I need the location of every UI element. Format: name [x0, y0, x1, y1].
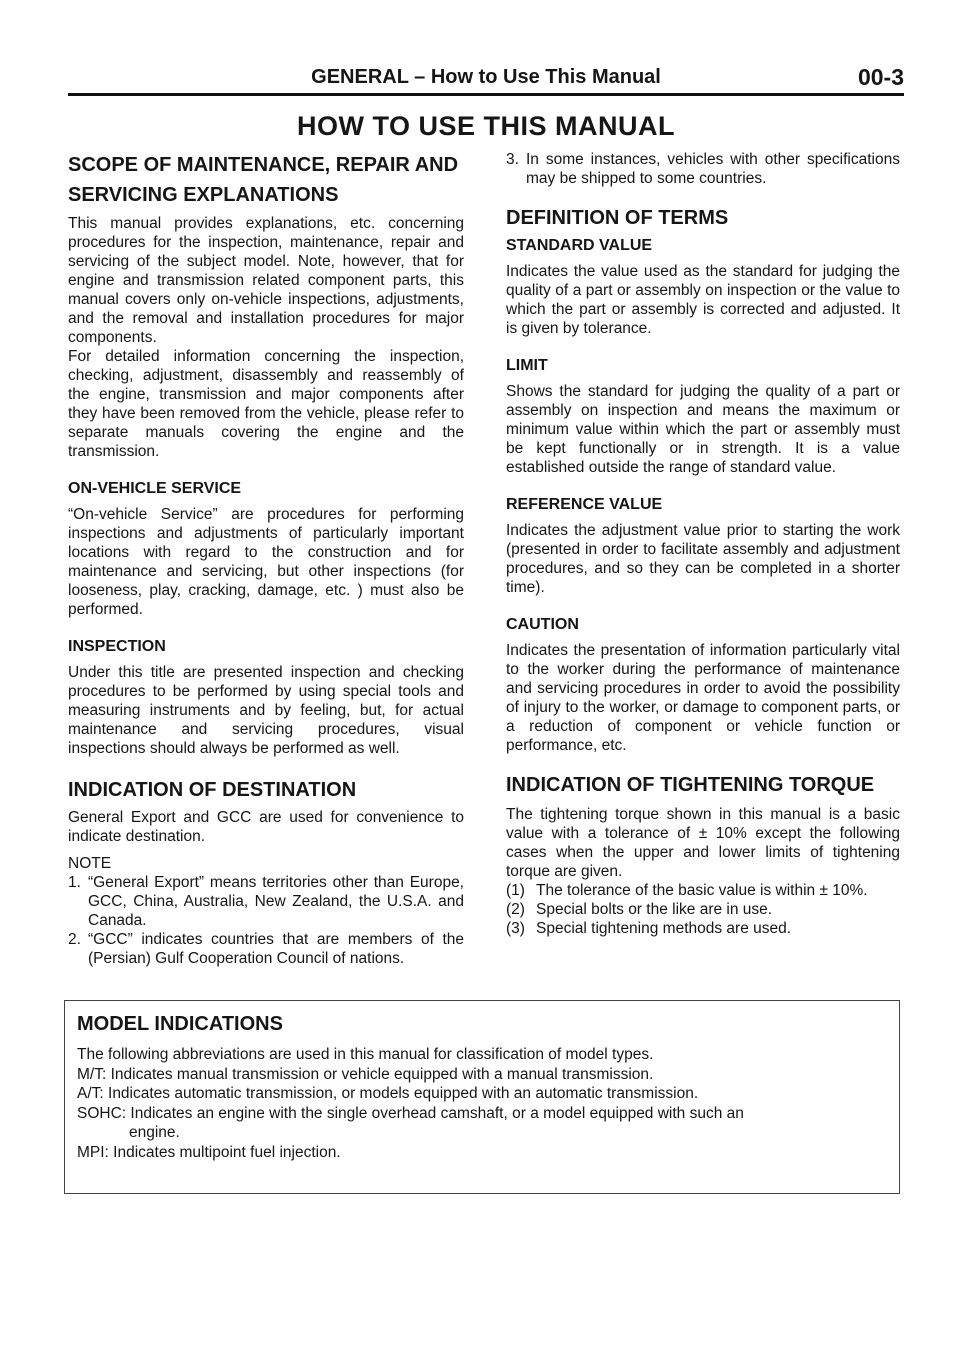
note-number: 2.	[68, 931, 81, 948]
caution-text: Indicates the presentation of information particularly vital to the worker during the performance of maintenance and servicing procedures in order to avoid the possibility of injury to the worker, or damage to component parts, or a reduction of component or vehicle function or performance, etc.	[506, 642, 900, 754]
destination-note-1	[68, 873, 464, 930]
page-number: 00-3	[857, 64, 904, 90]
model-sohc-continued: engine.	[129, 1124, 180, 1141]
model-mpi: MPI: Indicates multipoint fuel injection.	[77, 1143, 341, 1161]
standard-value-text: Indicates the value used as the standard for judging the quality of a part or assembly on inspection or the value to which the part or assembly is corrected and adjusted. It is given by tolerance.	[506, 263, 900, 337]
on-vehicle-heading: ON-VEHICLE SERVICE	[68, 480, 242, 497]
definitions-heading: DEFINITION OF TERMS	[506, 207, 729, 229]
inspection-heading: INSPECTION	[68, 638, 166, 655]
note-text: “GCC” indicates countries that are members of the (Persian) Gulf Cooperation Council of nations.	[88, 931, 464, 967]
note-text: In some instances, vehicles with other specifications may be shipped to some countries.	[526, 151, 900, 187]
item-text: Special bolts or the like are in use.	[536, 901, 773, 918]
inspection-text: Under this title are presented inspection and checking procedures to be performed by using special tools and measuring instruments and by feeling, but, for actual maintenance and servicing procedures, visual inspections should always be performed as well.	[68, 664, 464, 757]
item-text: The tolerance of the basic value is within ± 10%.	[536, 882, 868, 899]
model-heading: MODEL INDICATIONS	[77, 1013, 283, 1035]
note-text: “General Export” means territories other than Europe, GCC, China, Australia, New Zealand, the U.S.A. and Canada.	[88, 874, 464, 929]
limit-text: Shows the standard for judging the quality of a part or assembly on inspection and means the maximum or minimum value within which the part or assembly must be kept functionally or in strength. It is a value established outside the range of standard value.	[506, 383, 900, 476]
note-number: 1.	[68, 874, 81, 891]
torque-text: The tightening torque shown in this manual is a basic value with a tolerance of ± 10% except the following cases when the upper and lower limits of tightening torque are given.	[506, 806, 900, 880]
model-at: A/T: Indicates automatic transmission, or models equipped with an automatic transmission.	[77, 1085, 699, 1102]
scope-heading: SCOPE OF MAINTENANCE, REPAIR AND SERVICING EXPLANATIONS	[68, 154, 459, 206]
standard-value-heading: STANDARD VALUE	[506, 237, 653, 254]
destination-heading: INDICATION OF DESTINATION	[68, 779, 357, 801]
destination-text: General Export and GCC are used for convenience to indicate destination.	[68, 809, 464, 845]
item-text: Special tightening methods are used.	[536, 920, 792, 937]
header-rule	[68, 93, 904, 96]
destination-note-2	[68, 930, 464, 968]
reference-value-text: Indicates the adjustment value prior to starting the work (presented in order to facilitate assembly and adjustment procedures, and so they can be completed in a shorter time).	[506, 522, 900, 596]
destination-note-3	[506, 150, 900, 188]
section-title: GENERAL – How to Use This Manual	[311, 66, 661, 88]
torque-heading: INDICATION OF TIGHTENING TORQUE	[506, 774, 875, 796]
torque-item-1	[506, 881, 900, 900]
torque-item-2	[506, 900, 900, 919]
left-column	[68, 150, 464, 968]
torque-item-3	[506, 919, 900, 938]
on-vehicle-text: “On-vehicle Service” are procedures for performing inspections and adjustments of particularly important locations with regard to the construction and for maintenance and servicing, but other inspections (for looseness, play, cracking, damage, etc. ) must also be performed.	[68, 506, 464, 618]
caution-heading: CAUTION	[506, 616, 579, 633]
note-label: NOTE	[68, 855, 112, 872]
model-mt: M/T: Indicates manual transmission or vehicle equipped with a manual transmission.	[77, 1065, 654, 1083]
right-column	[506, 150, 900, 938]
model-sohc: SOHC: Indicates an engine with the single overhead camshaft, or a model equipped with such an	[77, 1104, 744, 1122]
limit-heading: LIMIT	[506, 357, 548, 374]
model-indications-box	[64, 1000, 900, 1194]
model-intro: The following abbreviations are used in this manual for classification of model types.	[77, 1046, 654, 1063]
page-title: HOW TO USE THIS MANUAL	[297, 111, 675, 141]
page-header	[68, 64, 904, 94]
reference-value-heading: REFERENCE VALUE	[506, 496, 663, 513]
scope-paragraph-2: For detailed information concerning the inspection, checking, adjustment, disassembly and reassembly of the engine, transmission and major components after they have been removed from the vehicle, please refer to separate manuals covering the engine and the transmission.	[68, 348, 464, 460]
item-number: (1)	[506, 882, 525, 899]
scope-paragraph-1: This manual provides explanations, etc. concerning procedures for the inspection, maintenance, repair and servicing of the subject model. Note, however, that for engine and transmission related component parts, this manual covers only on-vehicle inspections, adjustments, and the removal and installation procedures for major components.	[68, 215, 464, 346]
item-number: (2)	[506, 901, 525, 918]
note-number: 3.	[506, 151, 519, 168]
item-number: (3)	[506, 920, 525, 937]
